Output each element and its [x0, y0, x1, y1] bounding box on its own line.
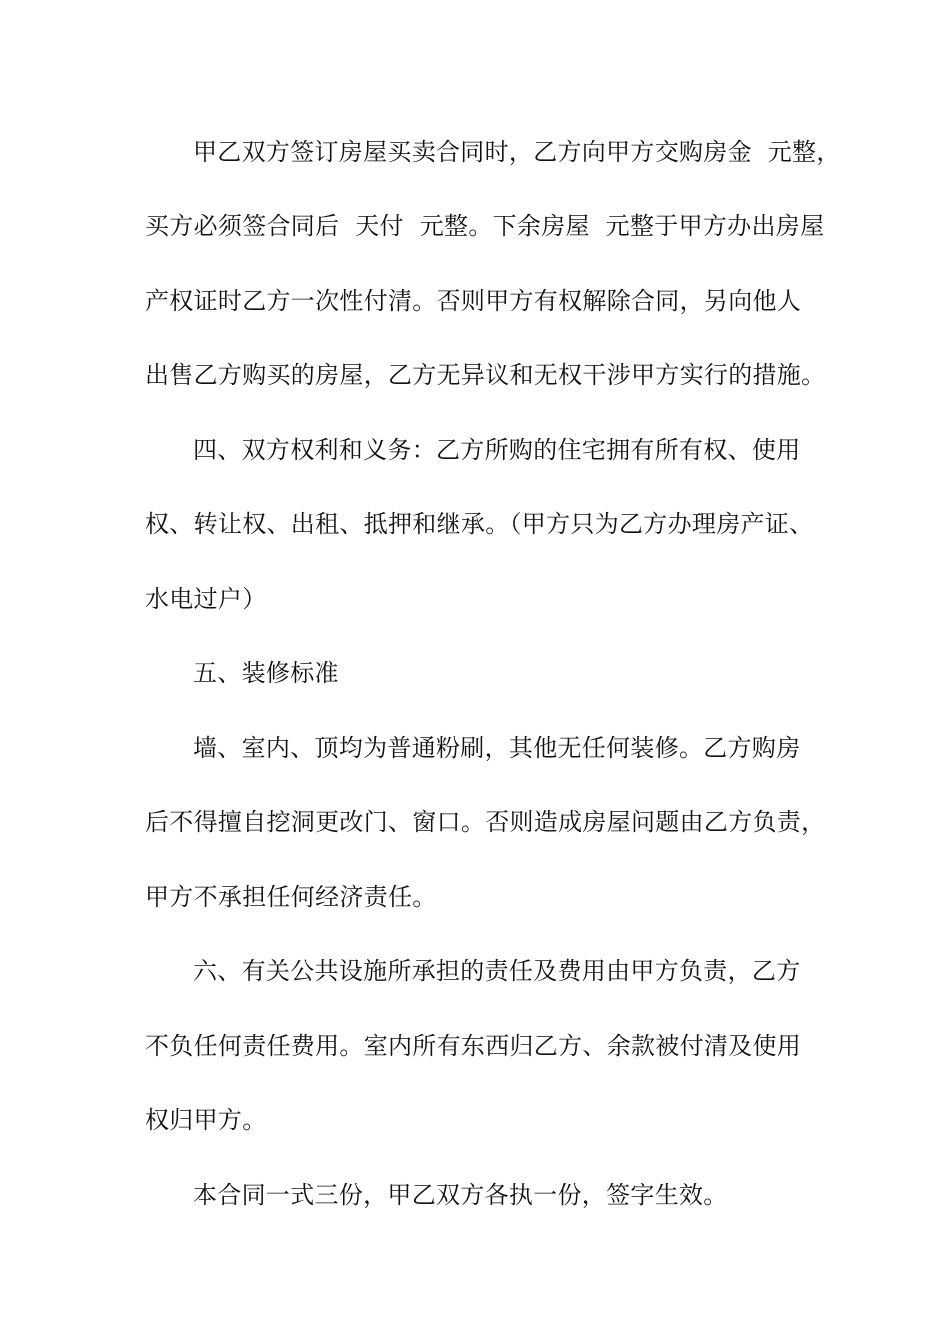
paragraph-line: 不负任何责任费用。室内所有东西归乙方、余款被付清及使用 — [145, 1032, 802, 1060]
paragraph-line: 出售乙方购买的房屋，乙方无异议和无权干涉甲方实行的措施。 — [145, 361, 826, 389]
section-heading-facilities: 六、有关公共设施所承担的责任及费用由甲方负责，乙方 — [193, 957, 801, 985]
paragraph-line: 甲乙双方签订房屋买卖合同时，乙方向甲方交购房金 元整， — [193, 138, 841, 166]
section-heading-decoration: 五、装修标准 — [193, 659, 339, 687]
paragraph-line: 甲方不承担任何经济责任。 — [145, 883, 437, 911]
paragraph-line: 水电过户） — [145, 585, 267, 613]
paragraph-line: 权归甲方。 — [145, 1106, 267, 1134]
section-heading-rights: 四、双方权利和义务：乙方所购的住宅拥有所有权、使用 — [193, 436, 801, 464]
paragraph-line: 墙、室内、顶均为普通粉刷，其他无任何装修。乙方购房 — [193, 734, 801, 762]
paragraph-line: 买方必须签合同后 天付 元整。下余房屋 元整于甲方办出房屋 — [145, 212, 825, 240]
closing-clause: 本合同一式三份，甲乙双方各执一份，签字生效。 — [193, 1181, 728, 1209]
paragraph-line: 后不得擅自挖洞更改门、窗口。否则造成房屋问题由乙方负责， — [145, 808, 826, 836]
paragraph-line: 产权证时乙方一次性付清。否则甲方有权解除合同，另向他人 — [145, 287, 802, 315]
paragraph-line: 权、转让权、出租、抵押和继承。（甲方只为乙方办理房产证、 — [145, 510, 814, 538]
